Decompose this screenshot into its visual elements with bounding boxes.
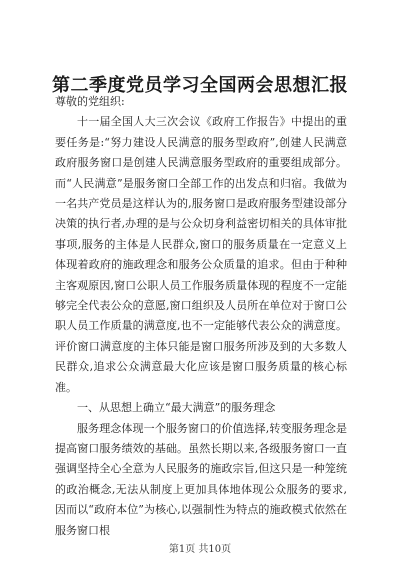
document-body [55, 92, 347, 541]
section-heading: 一、从思想上确立“最大满意”的服务理念 [77, 401, 276, 415]
document-title: 第二季度党员学习全国两会思想汇报 [52, 75, 348, 96]
body-paragraph: 服务理念体现一个服务窗口的价值选择,转变服务理念是提高窗口服务绩效的基础。虽然长期以来,各级服务窗口一直强调坚持全心全意为人民服务的施政宗旨,但这只是一种笼统的政治概念,无法从制度上更加具体地体现公众服务的要求,因而以“政府本位”为核心,以强制性为特点的施政模式依然在服务窗口根 [55, 421, 347, 537]
body-paragraph: 十一届全国人大三次会议《政府工作报告》中提出的重要任务是:“努力建设人民满意的服务型政府”,创建人民满意政府服务窗口是创建人民满意服务型政府的重要组成部分。而“人民满意”是服务窗口全部工作的出发点和归宿。我做为一名共产党员是这样认为的,服务窗口是政府服务型建设部分决策的执行者,办理的是与公众切身利益密切相关的具体审批事项,服务的主体是人民群众,窗口的服务质量在一定意义上体现着政府的施政理念和服务公众质量的追求。但由于种种主客观原因,窗口公职人员工作服务质量体现的程度不一定能够完全代表公众的意愿,窗口组织及人员所在单位对于窗口公职人员工作质量的满意度,也不一定能够代表公众的满意度。评价窗口满意度的主体只能是窗口服务所涉及到的大多数人民群众,追求公众满意最大化应该是窗口服务质量的核心标准。 [55, 115, 347, 394]
page-number-footer: 第1页 共10页 [168, 544, 232, 555]
salutation: 尊敬的党组织: [55, 95, 125, 108]
